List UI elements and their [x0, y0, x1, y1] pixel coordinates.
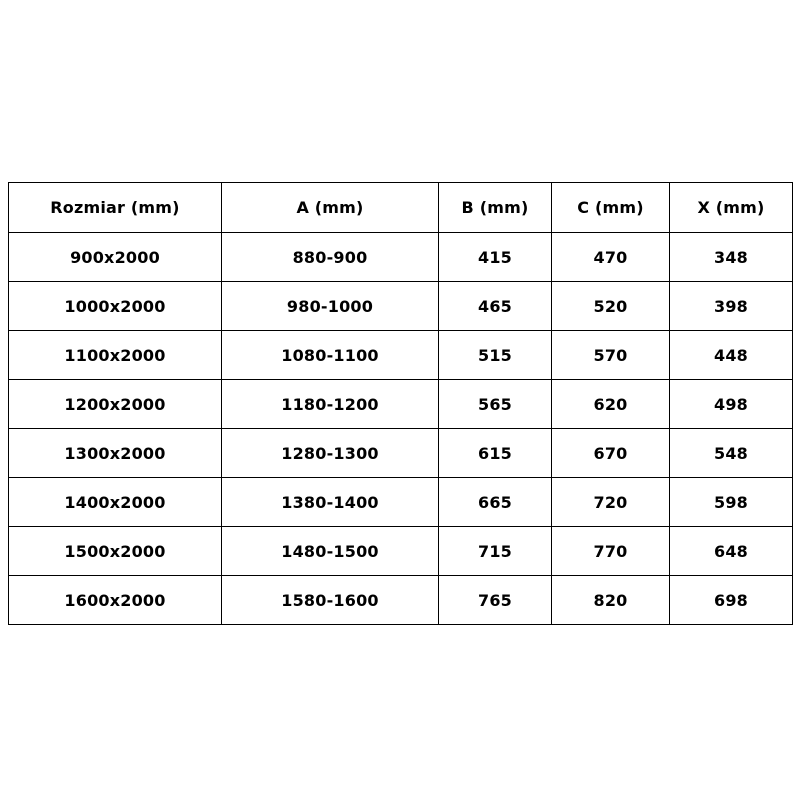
cell-a: 1280-1300	[222, 429, 439, 478]
cell-x: 398	[670, 282, 793, 331]
cell-rozmiar: 900x2000	[9, 233, 222, 282]
column-header-a: A (mm)	[222, 183, 439, 233]
table-row	[9, 478, 793, 527]
table-row	[9, 380, 793, 429]
column-header-b: B (mm)	[439, 183, 552, 233]
cell-b: 765	[439, 576, 552, 625]
cell-c: 770	[552, 527, 670, 576]
cell-c: 720	[552, 478, 670, 527]
cell-rozmiar: 1000x2000	[9, 282, 222, 331]
cell-rozmiar: 1600x2000	[9, 576, 222, 625]
cell-rozmiar: 1100x2000	[9, 331, 222, 380]
cell-x: 698	[670, 576, 793, 625]
cell-c: 620	[552, 380, 670, 429]
cell-b: 415	[439, 233, 552, 282]
cell-x: 348	[670, 233, 793, 282]
cell-c: 570	[552, 331, 670, 380]
table-row	[9, 527, 793, 576]
cell-b: 465	[439, 282, 552, 331]
cell-c: 470	[552, 233, 670, 282]
table-body	[9, 233, 793, 625]
column-header-x: X (mm)	[670, 183, 793, 233]
cell-a: 1080-1100	[222, 331, 439, 380]
spec-table-container	[8, 182, 792, 625]
table-row	[9, 233, 793, 282]
cell-rozmiar: 1400x2000	[9, 478, 222, 527]
size-specification-table	[8, 182, 793, 625]
cell-rozmiar: 1300x2000	[9, 429, 222, 478]
cell-c: 520	[552, 282, 670, 331]
column-header-c: C (mm)	[552, 183, 670, 233]
cell-a: 1580-1600	[222, 576, 439, 625]
cell-b: 665	[439, 478, 552, 527]
column-header-rozmiar: Rozmiar (mm)	[9, 183, 222, 233]
cell-x: 498	[670, 380, 793, 429]
table-row	[9, 576, 793, 625]
cell-b: 715	[439, 527, 552, 576]
cell-a: 1380-1400	[222, 478, 439, 527]
table-header	[9, 183, 793, 233]
cell-b: 515	[439, 331, 552, 380]
cell-a: 1480-1500	[222, 527, 439, 576]
table-row	[9, 282, 793, 331]
cell-rozmiar: 1500x2000	[9, 527, 222, 576]
cell-rozmiar: 1200x2000	[9, 380, 222, 429]
cell-b: 615	[439, 429, 552, 478]
table-header-row	[9, 183, 793, 233]
cell-a: 1180-1200	[222, 380, 439, 429]
cell-a: 980-1000	[222, 282, 439, 331]
cell-x: 648	[670, 527, 793, 576]
table-row	[9, 331, 793, 380]
cell-c: 670	[552, 429, 670, 478]
cell-x: 448	[670, 331, 793, 380]
cell-a: 880-900	[222, 233, 439, 282]
cell-x: 548	[670, 429, 793, 478]
cell-b: 565	[439, 380, 552, 429]
table-row	[9, 429, 793, 478]
cell-x: 598	[670, 478, 793, 527]
cell-c: 820	[552, 576, 670, 625]
